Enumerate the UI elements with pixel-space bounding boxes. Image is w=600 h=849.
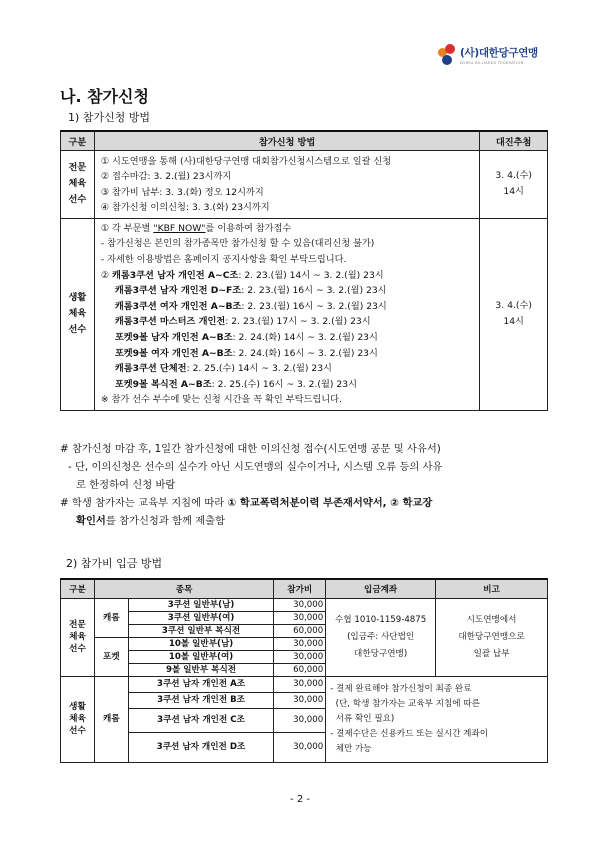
event-fee: 60,000 [274,663,326,676]
carom-label: 캐롬 [94,676,128,762]
event-name: 3쿠션 남자 개인전 D조 [128,732,273,762]
entry-line: 캐롬3쿠션 남자 개인전 D~F조: 2. 23.(월) 16시 ~ 3. 2.(월) 23시 [114,285,387,297]
entry-line: 포켓9볼 복식전 A~B조: 2. 25.(수) 16시 ~ 3. 2.(월) 23시 [114,378,357,390]
event-name: 3쿠션 남자 개인전 B조 [128,692,273,708]
row-label: 생활 체육 선수 [61,218,95,410]
note-line: # 학생 참가자는 교육부 지침에 따라 ① 학교폭력처분이력 부존재서약서, ② 학교장 [60,497,433,509]
table-row [61,598,548,611]
payment-note-cell: - 결제 완료해야 참가신청이 최종 완료 (단, 학생 참가자는 교육부 지침에 따른 서류 확인 필요) - 결제수단은 신용카드 또는 실시간 계좌이 체만 가능 [326,676,548,762]
col-header: 구분 [61,131,95,150]
method-cell [94,150,479,218]
entry-line: 캐롬3쿠션 여자 개인전 A~B조: 2. 23.(월) 16시 ~ 3. 2.(월) 23시 [114,300,387,312]
event-fee: 30,000 [274,676,326,692]
draw-cell: 3. 4.(수) 14시 [480,150,548,218]
note-cell: 시도연맹에서 대한당구연맹으로 일괄 납부 [436,598,548,676]
entry-line: ② 캐롬3쿠션 남자 개인전 A~C조: 2. 23.(월) 14시 ~ 3. 2.(월) 23시 [100,269,384,281]
subsection-1-title: 1) 참가신청 방법 [68,111,151,124]
event-name: 3쿠션 일반부(여) [128,611,273,624]
col-header: 참가비 [274,579,326,598]
draw-cell: 3. 4.(수) 14시 [480,218,548,410]
col-header: 비고 [436,579,548,598]
note-line: - 단, 이의신청은 선수의 실수가 아닌 시도연맹의 실수이거나, 시스템 오류 등의 사유 [68,461,443,473]
event-fee: 30,000 [274,637,326,650]
event-name: 10볼 일반부(남) [128,637,273,650]
event-name: 3쿠션 남자 개인전 A조 [128,676,273,692]
kbf-now-text: "KBF NOW" [153,222,206,234]
federation-logo [438,44,538,66]
method-line: ① 각 부문별 "KBF NOW"를 이용하여 참가접수 [100,222,292,234]
table-row [61,676,548,692]
table-row [61,150,548,218]
table-row [61,218,548,410]
method-line: - 참가신청은 본인의 참가종목만 참가신청 할 수 있음(대리신청 불가) [100,238,375,250]
subsection-2-title: 2) 참가비 입금 방법 [66,557,163,570]
entry-line: 캐롬3쿠션 단체전: 2. 25.(수) 14시 ~ 3. 2.(월) 23시 [114,363,332,375]
method-line: ① 시도연맹을 통해 (사)대한당구연맹 대회참가신청시스템으로 일괄 신청 [100,155,392,167]
row-label: 전문 체육 선수 [61,598,95,676]
pocket-label: 포켓 [94,637,128,676]
event-fee: 60,000 [274,624,326,637]
event-name: 3쿠션 남자 개인전 C조 [128,708,273,732]
notes-block [60,440,550,530]
method-line: ④ 참가신청 이의신청: 3. 3.(화) 23시까지 [100,202,270,214]
note-line: 확인서를 참가신청과 함께 제출함 [76,515,226,527]
method-line: - 자세한 이용방법은 홈페이지 공지사항을 확인 부탁드립니다. [100,254,347,266]
logo-name: (사)대한당구연맹 [460,47,538,59]
logo-sub: KOREA BILLIARDS FEDERATION [460,61,524,65]
col-header: 참가신청 방법 [94,131,479,150]
method-cell [94,218,479,410]
account-cell: 수협 1010-1159-4875 (입금주: 사단법인 대한당구연맹) [326,598,436,676]
row-label: 전문 체육 선수 [61,150,95,218]
method-line: ② 접수마감: 3. 2.(월) 23시까지 [100,171,232,183]
entry-line: 포켓9볼 남자 개인전 A~B조: 2. 24.(화) 14시 ~ 3. 2.(월) 23시 [114,332,378,344]
note-line: 로 한정하여 신청 바람 [76,479,176,491]
event-name: 3쿠션 일반부 복식전 [128,624,273,637]
logo-mark-icon [438,44,456,66]
note-line: # 참가신청 마감 후, 1일간 참가신청에 대한 이의신청 접수(시도연맹 공문 및 사유서) [60,443,441,455]
entry-line: 포켓9볼 여자 개인전 A~B조: 2. 24.(화) 16시 ~ 3. 2.(월) 23시 [114,347,378,359]
col-header: 입금계좌 [326,579,436,598]
event-fee: 30,000 [274,692,326,708]
event-fee: 30,000 [274,708,326,732]
col-header: 구분 [61,579,95,598]
method-line: ③ 참가비 납부: 3. 3.(화) 정오 12시까지 [100,186,264,198]
row-label: 생활 체육 선수 [61,676,95,762]
entry-line: 캐롬3쿠션 마스터즈 개인전: 2. 23.(월) 17시 ~ 3. 2.(월) 23시 [114,316,371,328]
section-title: 나. 참가신청 [60,87,149,106]
event-fee: 30,000 [274,598,326,611]
method-line: ※ 참가 선수 부수에 맞는 신청 시간을 꼭 확인 부탁드립니다. [100,394,342,406]
event-fee: 30,000 [274,650,326,663]
event-name: 10볼 일반부(여) [128,650,273,663]
page-number: - 2 - [290,794,310,805]
carom-label: 캐롬 [94,598,128,637]
event-fee: 30,000 [274,611,326,624]
col-header: 종목 [94,579,273,598]
event-name: 3쿠션 일반부(남) [128,598,273,611]
col-header: 대진추첨 [480,131,548,150]
registration-method-table [60,130,548,411]
event-name: 9볼 일반부 복식전 [128,663,273,676]
event-fee: 30,000 [274,732,326,762]
fee-payment-table [60,578,548,763]
